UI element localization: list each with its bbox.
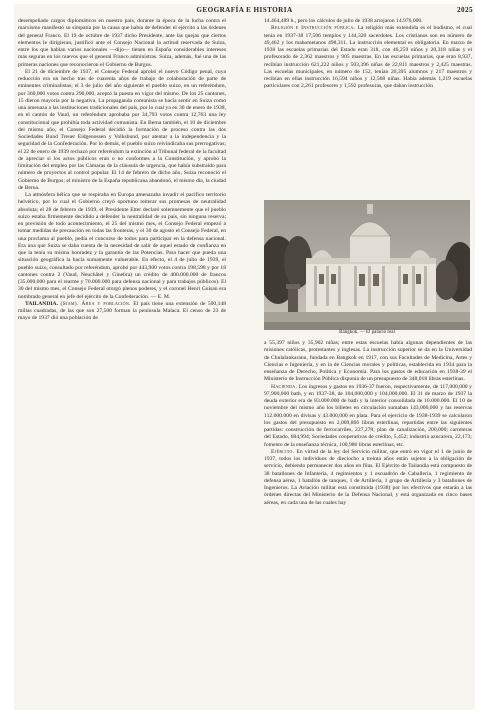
paragraph: desempeñado cargos diplomáticos en nuestro país, durante la época de la lucha contra el marxismo manifestó su simpatía por la causa que había de defender el ejército a las órdenes del general Franco. El 19 de octubre de 1937 dicho Presidente, ante las quejas que ciertos elementos le dirigieran, justificó ante el Consejo Nacional la actitud reservada de Suiza, entre los que hablan varios nacionales —dijo— tienen en España considerables intereses más seguras en los nuevos que el general Franco administras. Suiza, además, fué una de las primeras naciones que reconocieron el Gobierno de Burgos. xyxy=(18,18,226,68)
header-title: GEOGRAFÍA E HISTORIA xyxy=(196,6,293,14)
paragraph: El 21 de diciembre de 1937, el Consejo Federal aprobó el nuevo Código penal, cuya reducción era un hecho tras de cuarenta años de trabajo de colaboración de parte de eminentes criminalistas; el 3 de julio del año siguiente el pueblo suizo, en un referéndum, por 360,000 votos contra 290,000, aceptó la puesta en vigor del mismo. De los 25 cantones, 15 dieron mayoría por la negativa. La propaganda comunista se hacía sentir en Suiza como una amenaza a las instituciones tradicionales del país, por lo cual ya en 30 de enero de 1938, en el cantón de Vaud, un referéndum aprobaba por 34,793 votos contra 12,763 una ley constitucional que prohibía toda actividad comunista. En Berna también, el 10 de diciembre del mismo año, el Consejo Federal decidió la formación de proceso contra las dos Sociedades Bund Treuer Eidgenossen y Volksbund, por atentar a la independencia y la seguridad de la Confederación. Por lo demás, el pueblo suizo reivindicaba sus prerrogativas; el 22 de enero de 1939 rechazó por referéndum la extinción al Tribunal federal de la facultad de apreciar si los actos públicos eran o no conformes a la Constitución, y aprobó la limitación del empleo por las Cámaras de la cláusula de urgencia, que había substraído para número de proyectos al control popular. El 14 de febrero de dicho año, Suiza reconoció el Gobierno de Burgos; el ministro de la España republicana abandonó, el mismo día, la ciudad de Berna. xyxy=(18,68,226,191)
paragraph xyxy=(264,25,472,90)
section-heading-tailandia: TAILANDIA. xyxy=(25,300,58,307)
photo-caption: Bangkok. — El palacio real xyxy=(339,330,395,335)
paragraph: La atmósfera bélica que se respiraba en Europa amenazaba invadir el pacífico territorio helvético, por lo cual el Gobierno creyó oportuno reiterar sus promesas de neutralidad absoluta; el 28 de febrero de 1939, el Presidente Etter declaró solemnemente que el pueblo suizo estaba firmemente decidido a defender la neutralidad de su país, sin ninguna reserva; en previsión de todo acontecimiento, el 25 del mismo mes, el Consejo Federal empezó a tomar medidas de precaución en todas las fronteras, y el 30 de agosto el Consejo Federal, en una proclama al pueblo, pedía el concurso de todos para participar en la defensa nacional. Era una que Suiza se daba cuenta de la necesidad de salir de aquel estado de confianza en que la tenía su misma honradez y la garantía de las Potencias. Para hacer que pueda una situación geográfica la hacía sumamente vulnerable. En efecto, el 4 de julio de 1939, el pueblo suizo, consultado por referéndum, aprobó por 443,900 votos contra 198,598 y por 18 cantones contra 2 (Vaud, Neuchâtel y Ginebra) un crédito de 400.000.000 de francos (35.000,000 para el rearme y 70.000.000 para defensa nacional y para trabajos públicos). El 30 del mismo mes, el Consejo Federal otorgó plenos poderes, y el coronel Henri Guisan era nombrado general en jefe del ejército de la Confederación. — E. M. xyxy=(18,192,226,300)
page-margin xyxy=(0,712,485,723)
right-column-top xyxy=(264,18,472,206)
paragraph: 14.464,489 h., pero los cálculos de julio de 1938 arrojaron 14.976,000. xyxy=(264,18,423,24)
paragraph-text: En virtud de la ley del Servicio militar, que entró en vigor el 1 de junio de 1937, todos los individuos de dieciocho a treinta años están sujetos a la obligación de servicio, debiendo permanecer dos años en filas. El Ejército de Tailandia está compuesto de 38 batallones de Infantería, 4 regimientos y 1 escuadrón de Caballería, 1 regimiento de defensa aérea, 1 batallón de tanques, 1 de Artillería, 1 grupo de Artillería y 3 batallones de Ingenieros. La Aviación militar está constituida (1938) por los efectivos que estarán a las órdenes directas del Ministerio de la Defensa Nacional, y está organizada en cinco bases aéreas, en cada una de las cuales hay xyxy=(264,448,472,506)
section-heading-ejercito: Ejército. xyxy=(271,448,295,455)
running-header xyxy=(14,6,475,17)
section-heading-religion: Religión e Instrucción pública. xyxy=(271,25,356,32)
left-column xyxy=(18,18,226,700)
book-page xyxy=(14,4,475,710)
paragraph-text: La religión más extendida es el budismo, el cual tenía en 1937-38 17,506 templos y 144,320 sacerdotes. Los cristianos son en número de 49,462 y los mahometanos 498,311. La instrucción elemental es obligatoria. En marzo de 1938 las escuelas primarias del Estado eran 318, con 46,259 niños y 20,318 niñas y el profesorado de 2,362 maestros y 905 maestras. En las escuelas primarias, que eran 8,937, recibían instrucción 621,222 niños y 503,396 niñas de 22,811 maestros y 2,425 maestras. Las escuelas municipales, en número de 152, tenían 20,395 alumnos y 217 maestros y recibían en ellas instrucción 16,594 niños y 12,568 niñas. Había además 1,219 escuelas particulares con 2,261 profesores y 1,592 profesoras, que daban instrucción xyxy=(264,25,472,90)
right-column-bottom xyxy=(264,340,472,690)
paragraph-text: El país tiene una extensión de 500,148 millas cuadradas, de las que son 27,500 forman la península Malaca. El censo de 23 de mayo de 1937 dió una población de xyxy=(18,300,226,322)
section-subheading: (Siam). Área y población. xyxy=(60,300,131,307)
paragraph-text: Los ingresos y gastos en 1936-37 fueron, respectivamente, de 117,000,000 y 97,900,000 bath, y en 1937-38, de 104,000,000 y 104,000,000. El 31 de marzo de 1937 la deuda exterior era de 83.000.000 de bath y la interior consolidada de 10.000.000. El 10 de noviembre del mismo año los billetes en circulación sumaban 143,000,000 y las reservas 112.000.000 en divisas y 43.000,000 en plata. Para el ejercicio de 1938-1939 se calcularon los gastos del presupuesto en 2,009,866 libras esterlinas, repartidas entre las siguientes partidas: construcción de ferrocarriles, 227,278; plan de canalización, 200,000; carreteras del Estado, 684,994; Sociedades cooperativas de crédito, 5,452; industria azucarera, 22,173; fomento de la enseñanza técnica, 100,986 libras esterlinas, etc. xyxy=(264,383,472,448)
page-number: 2025 xyxy=(457,6,473,14)
section-heading-hacienda: Hacienda. xyxy=(271,383,298,390)
paragraph xyxy=(18,301,226,323)
paragraph xyxy=(264,384,472,449)
palace-photo xyxy=(264,200,470,330)
paragraph xyxy=(264,449,472,507)
paragraph: a 55,397 niños y 35,902 niñas; entre estas escuelas había algunas dependientes de las misiones católicas, protestantes y inglesas. La instrucción superior se da en la Universidad de Chulalankaranu, fundada en Bangkok en 1917, con sus Facultades de Medicina, Artes y Ciencias e Ingeniería, y en la de Ciencias morales y políticas, establecida en 1934 para la enseñanza de Derecho, Política y Economía. Para los gastos de educación en 1938-39 el Ministerio de Instrucción Pública disponía de un presupuesto de 348,018 libras esterlinas. xyxy=(264,340,472,383)
